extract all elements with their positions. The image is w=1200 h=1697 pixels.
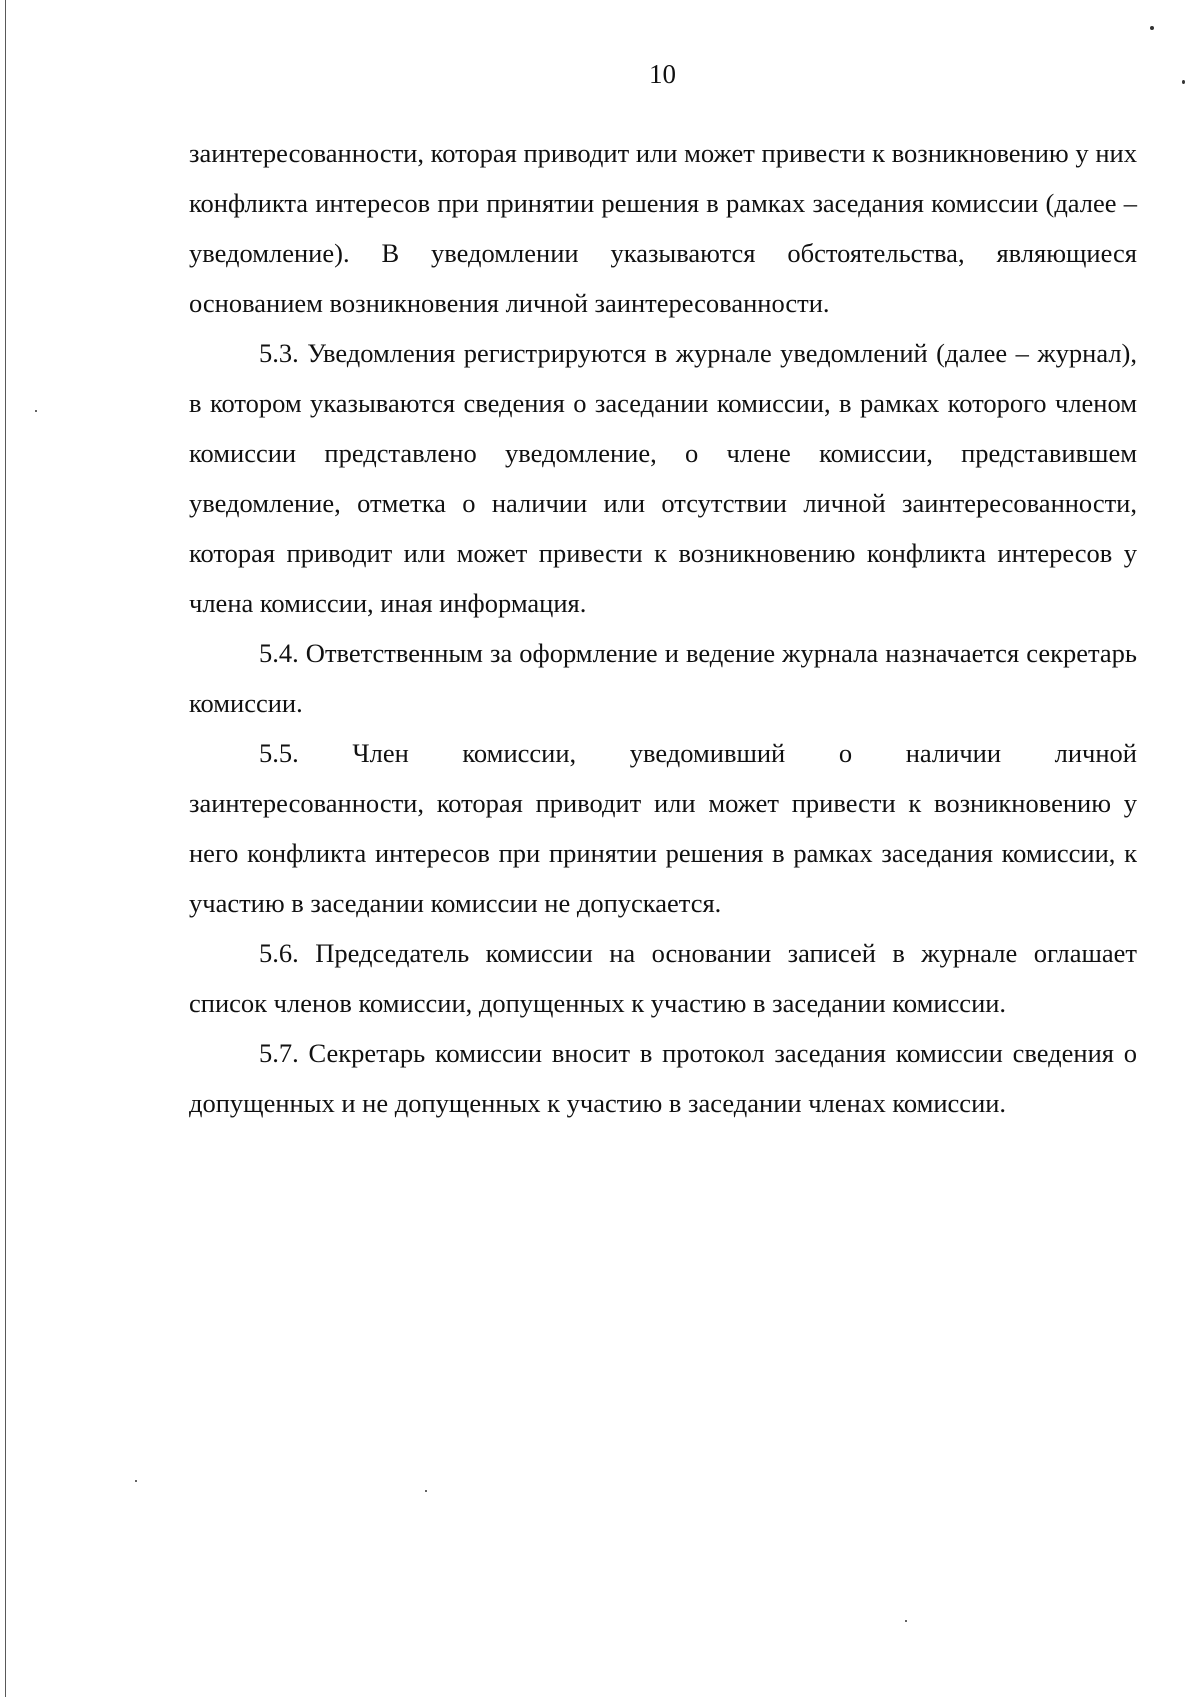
paragraph-5-4: 5.4. Ответственным за оформление и ведение журнала назначается секретарь комиссии.: [189, 638, 1137, 718]
scan-speck: [425, 1490, 427, 1492]
paragraph-5-6: 5.6. Председатель комиссии на основании записей в журнале оглашает список членов комиссии, допущенных к участию в заседании комиссии.: [189, 938, 1137, 1018]
paragraph-5-5-first-line: 5.5. Член комиссии, уведомивший о наличии личной: [259, 738, 1137, 768]
paragraph-5-2-continuation: заинтересованности, которая приводит или может привести к возникновению у них конфликта интересов при принятии решения в рамках заседания комиссии (далее – уведомление). В уведомлении указываются обстоятельства, являющиеся основанием возникновения личной заинтересованности.: [189, 138, 1137, 318]
scan-speck: [135, 1480, 137, 1482]
scan-speck: [35, 410, 37, 412]
scan-edge-line: [5, 0, 6, 1697]
paragraph-5-7: 5.7. Секретарь комиссии вносит в протокол заседания комиссии сведения о допущенных и не допущенных к участию в заседании членах комиссии.: [189, 1038, 1137, 1118]
paragraph-5-3: 5.3. Уведомления регистрируются в журнале уведомлений (далее – журнал), в котором указываются сведения о заседании комиссии, в рамках которого членом комиссии представлено уведомление, о члене комиссии, представившем уведомление, отметка о наличии или отсутствии личной заинтересованности, которая приводит или может привести к возникновению конфликта интересов у члена комиссии, иная информация.: [189, 338, 1137, 618]
page-number: 10: [649, 59, 676, 89]
scan-speck: [905, 1620, 907, 1622]
paragraph-5-5: заинтересованности, которая приводит или может привести к возникновению у него конфликта интересов при принятии решения в рамках заседания комиссии, к участию в заседании комиссии не допускается.: [189, 788, 1137, 918]
scan-speck: [1150, 26, 1154, 30]
document-body: [189, 128, 1137, 1128]
scan-speck: [1182, 80, 1185, 84]
